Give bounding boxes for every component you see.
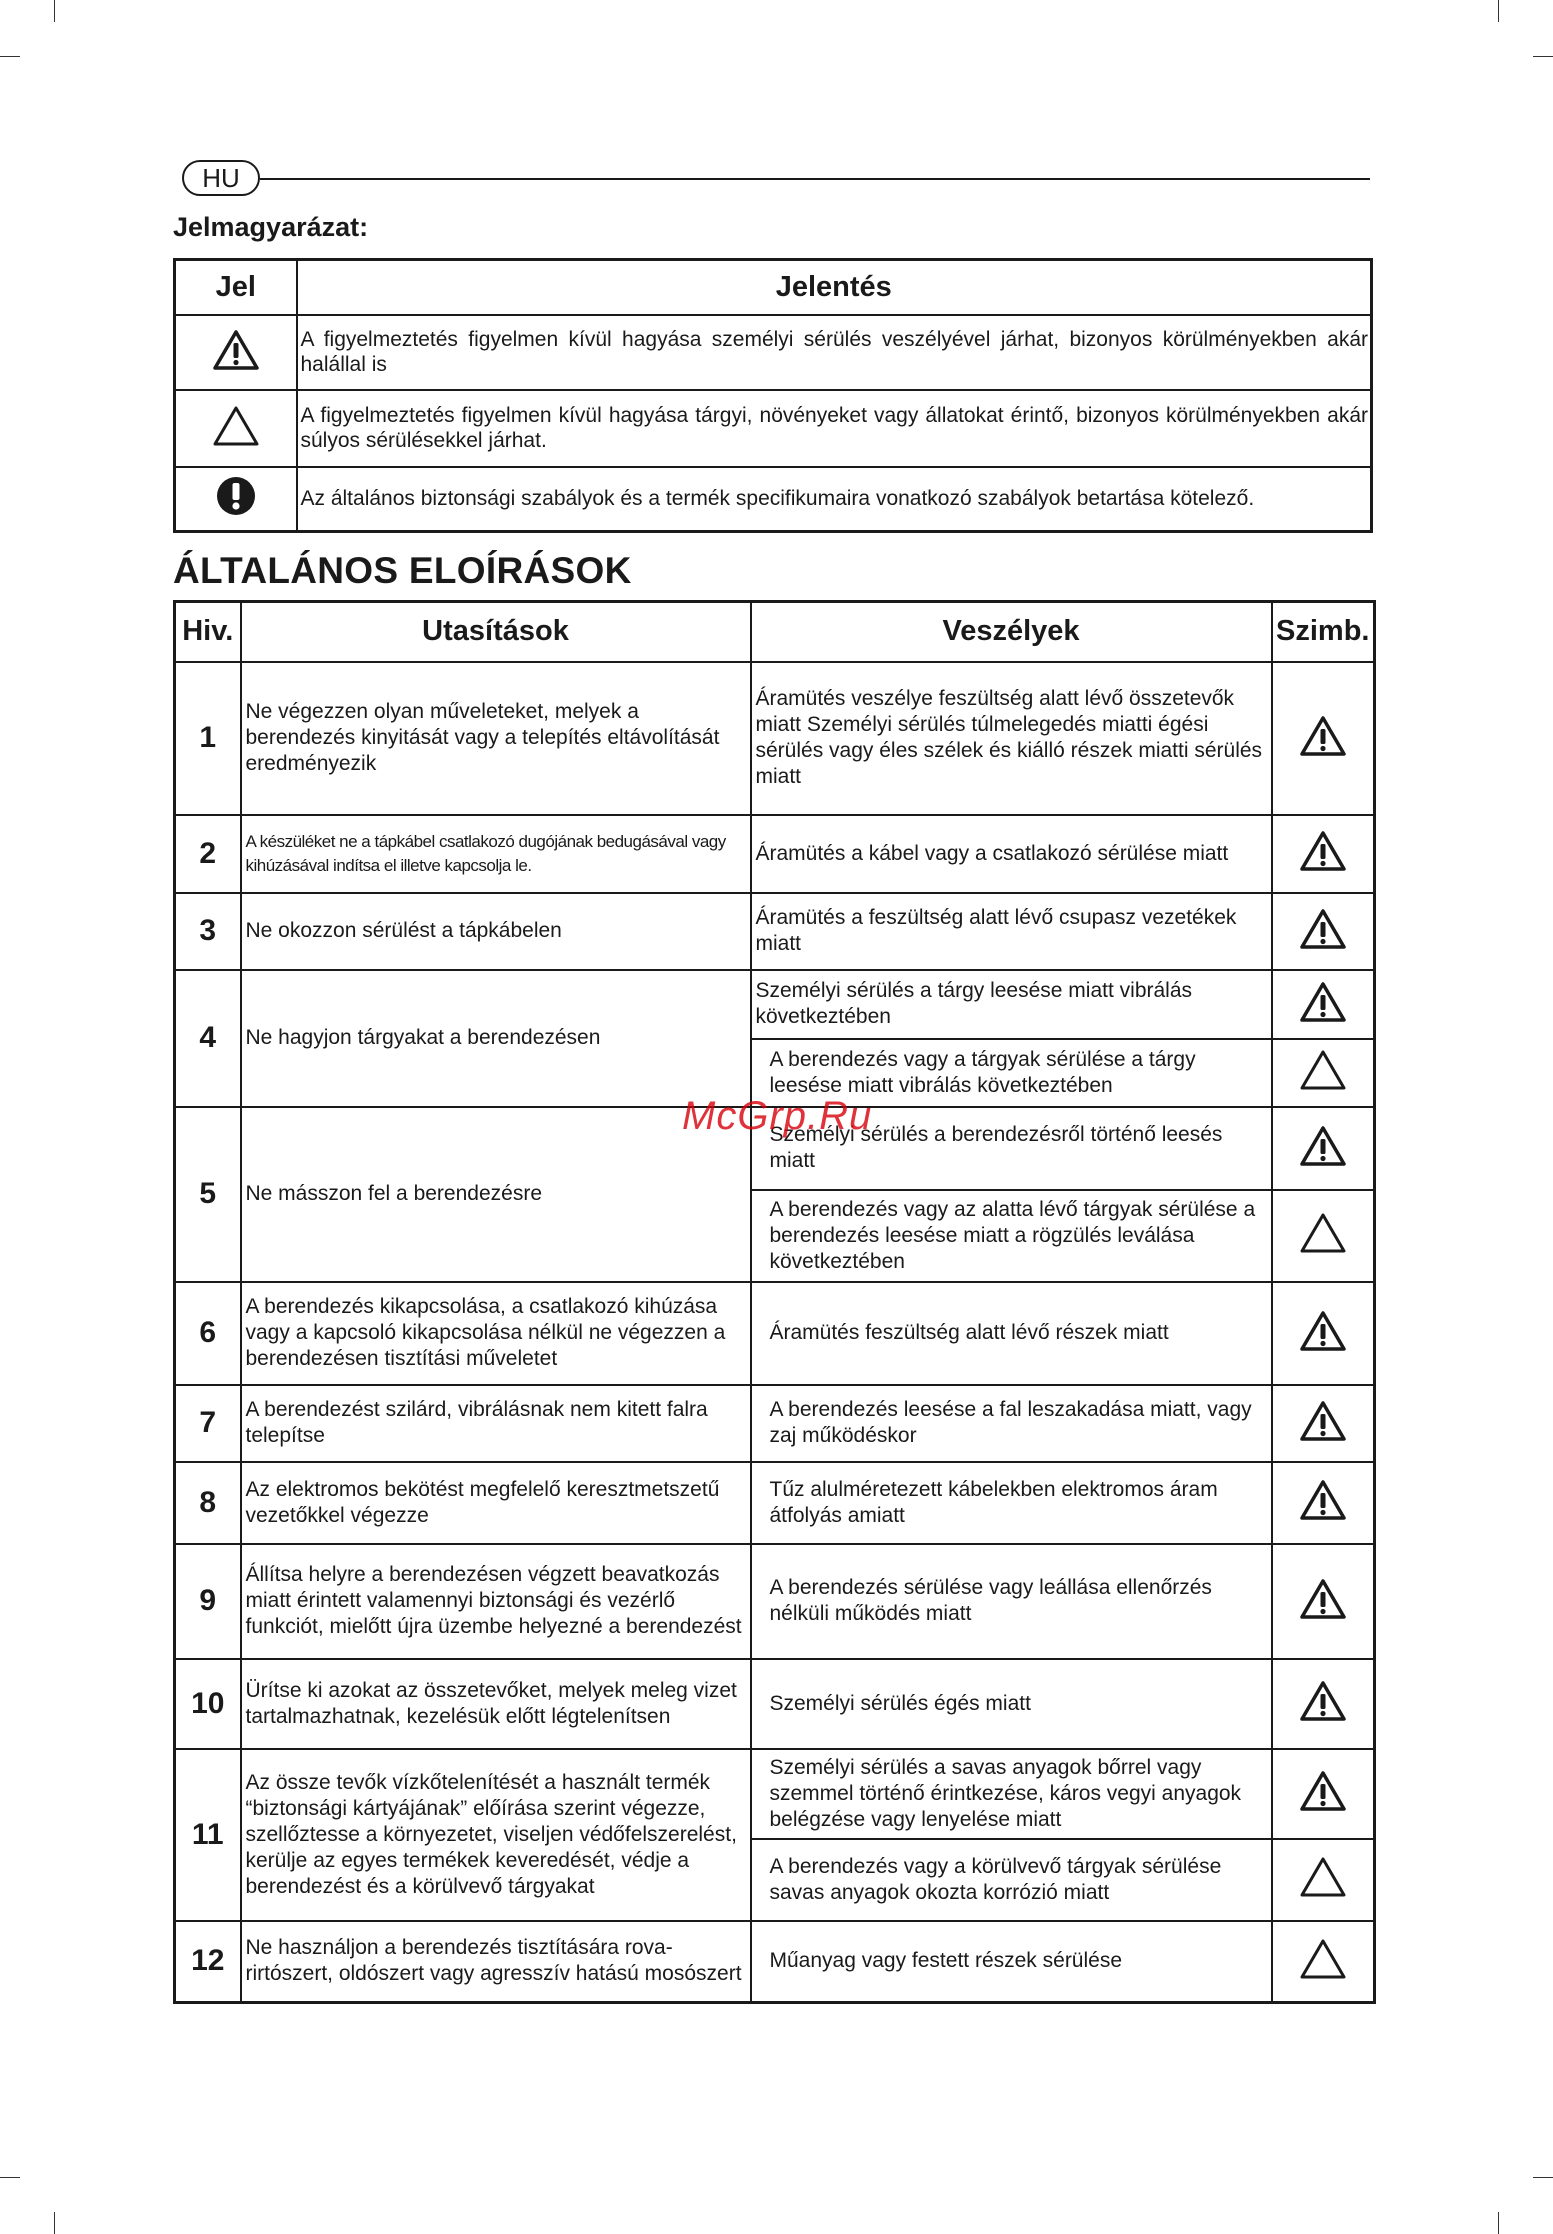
warning-danger-icon xyxy=(1299,1799,1347,1816)
rule-ref: 3 xyxy=(175,893,241,970)
rule-hazard: Személyi sérülés a savas anyagok bőrrel vagy szemmel történő érintkezése, káros vegyi anyagok belégzése vagy lenyelése miatt xyxy=(751,1749,1272,1839)
rule-ref: 5 xyxy=(175,1107,241,1282)
crop-mark xyxy=(0,56,20,57)
rule-hazard: Áramütés feszültség alatt lévő részek miatt xyxy=(751,1282,1272,1385)
rule-ref: 8 xyxy=(175,1462,241,1544)
rule-ref: 2 xyxy=(175,815,241,893)
warning-caution-icon xyxy=(1299,1078,1347,1095)
rule-symbol-cell xyxy=(1272,1462,1375,1544)
rule-instruction: Állítsa helyre a berendezésen végzett beavatkozás miatt érintett valamennyi biztonsági és vezérlő funkciót, mielőtt újra üzembe helyezné a berendezést xyxy=(241,1544,751,1659)
rule-ref: 4 xyxy=(175,970,241,1107)
warning-danger-icon xyxy=(1299,1010,1347,1027)
warning-danger-icon xyxy=(1299,1154,1347,1171)
crop-mark xyxy=(54,0,55,22)
rule-hazard: A berendezés vagy a tárgyak sérülése a tárgy leesése miatt vibrálás következtében xyxy=(751,1039,1272,1107)
legend-symbol-cell xyxy=(175,390,297,467)
crop-mark xyxy=(1533,2177,1553,2178)
warning-danger-icon xyxy=(212,358,260,375)
rule-row xyxy=(175,1659,1375,1749)
warning-danger-icon xyxy=(1299,744,1347,761)
rule-symbol-cell xyxy=(1272,662,1375,815)
rule-ref: 11 xyxy=(175,1749,241,1921)
rule-row xyxy=(175,970,1375,1039)
warning-caution-icon xyxy=(1299,1241,1347,1258)
rule-ref: 6 xyxy=(175,1282,241,1385)
rule-instruction: A berendezés kikapcsolása, a csatlakozó kihúzása vagy a kapcsoló kikapcsolása nélkül ne végezzen a berendezésen tisztítási műveletet xyxy=(241,1282,751,1385)
rule-hazard: Áramütés a kábel vagy a csatlakozó sérülése miatt xyxy=(751,815,1272,893)
rule-instruction: Ne másszon fel a berendezésre xyxy=(241,1107,751,1282)
rule-row xyxy=(175,1921,1375,2003)
rule-ref: 7 xyxy=(175,1385,241,1462)
section-title: ÁLTALÁNOS ELOÍRÁSOK xyxy=(173,550,632,591)
rule-row xyxy=(175,1749,1375,1839)
legend-title: Jelmagyarázat: xyxy=(173,212,369,242)
rule-row xyxy=(175,893,1375,970)
rule-symbol-cell xyxy=(1272,1039,1375,1107)
rule-hazard: Áramütés a feszültség alatt lévő csupasz vezetékek miatt xyxy=(751,893,1272,970)
rule-instruction: Az elektromos bekötést megfelelő keresztmetszetű vezetőkkel végezze xyxy=(241,1462,751,1544)
rule-ref: 9 xyxy=(175,1544,241,1659)
rule-symbol-cell xyxy=(1272,1749,1375,1839)
col-hazards: Veszélyek xyxy=(751,602,1272,662)
rule-symbol-cell xyxy=(1272,1839,1375,1921)
page-header xyxy=(182,160,1370,200)
rule-row xyxy=(175,662,1375,815)
legend-text: A figyelmeztetés figyelmen kívül hagyása tárgyi, növényeket vagy állatokat érintő, bizonyos körülményekben akár súlyos sérülésekkel járhat. xyxy=(297,390,1372,467)
rule-row xyxy=(175,1462,1375,1544)
legend-symbol-cell xyxy=(175,467,297,532)
rule-instruction: Ne hagyjon tárgyakat a berendezésen xyxy=(241,970,751,1107)
warning-caution-icon xyxy=(1299,1967,1347,1984)
legend-table xyxy=(173,258,1373,533)
col-symbol: Szimb. xyxy=(1272,602,1375,662)
legend-symbol-cell xyxy=(175,315,297,390)
rule-ref: 1 xyxy=(175,662,241,815)
rule-hazard: A berendezés leesése a fal leszakadása miatt, vagy zaj működéskor xyxy=(751,1385,1272,1462)
legend-text: A figyelmeztetés figyelmen kívül hagyása személyi sérülés veszélyével járhat, bizonyos körülményekben akár halállal is xyxy=(297,315,1372,390)
rule-row xyxy=(175,815,1375,893)
warning-danger-icon xyxy=(1299,859,1347,876)
rule-symbol-cell xyxy=(1272,970,1375,1039)
rule-instruction: Ne használjon a berendezés tisztítására rova-rirtószert, oldószert vagy agresszív hatású mosószert xyxy=(241,1921,751,2003)
rule-symbol-cell xyxy=(1272,1659,1375,1749)
legend-row xyxy=(175,467,1372,532)
language-badge: HU xyxy=(182,160,260,196)
col-instructions: Utasítások xyxy=(241,602,751,662)
warning-caution-icon xyxy=(212,434,260,451)
rule-symbol-cell xyxy=(1272,893,1375,970)
rules-header-row xyxy=(175,602,1375,662)
warning-caution-icon xyxy=(1299,1885,1347,1902)
crop-mark xyxy=(1498,2212,1499,2234)
warning-danger-icon xyxy=(1299,1339,1347,1356)
crop-mark xyxy=(1498,0,1499,22)
rule-hazard: Személyi sérülés a berendezésről történő leesés miatt xyxy=(751,1107,1272,1190)
rule-hazard: Áramütés veszélye feszültség alatt lévő összetevők miatt Személyi sérülés túlmelegedés miatti égési sérülés vagy éles szélek és kiálló részek miatti sérülés miatt xyxy=(751,662,1272,815)
legend-col-symbol: Jel xyxy=(175,260,297,315)
legend-header-row xyxy=(175,260,1372,315)
rule-instruction: A berendezést szilárd, vibrálásnak nem kitett falra telepítse xyxy=(241,1385,751,1462)
rule-symbol-cell xyxy=(1272,1385,1375,1462)
rule-hazard: Műanyag vagy festett részek sérülése xyxy=(751,1921,1272,2003)
warning-danger-icon xyxy=(1299,1429,1347,1446)
rule-instruction: Ürítse ki azokat az összetevőket, melyek meleg vizet tartalmazhatnak, kezelésük előtt légtelenítsen xyxy=(241,1659,751,1749)
crop-mark xyxy=(1533,56,1553,57)
rule-ref: 12 xyxy=(175,1921,241,2003)
warning-danger-icon xyxy=(1299,1508,1347,1525)
rule-symbol-cell xyxy=(1272,815,1375,893)
rule-instruction: Ne végezzen olyan műveleteket, melyek a berendezés kinyitását vagy a telepítés eltávolítását eredményezik xyxy=(241,662,751,815)
crop-mark xyxy=(0,2177,20,2178)
rule-hazard: A berendezés vagy a körülvevő tárgyak sérülése savas anyagok okozta korrózió miatt xyxy=(751,1839,1272,1921)
rule-hazard: Személyi sérülés égés miatt xyxy=(751,1659,1272,1749)
rule-hazard: A berendezés sérülése vagy leállása ellenőrzés nélküli működés miatt xyxy=(751,1544,1272,1659)
col-ref: Hiv. xyxy=(175,602,241,662)
rules-body xyxy=(175,662,1375,2003)
header-rule xyxy=(260,178,1370,180)
warning-danger-icon xyxy=(1299,937,1347,954)
rule-row xyxy=(175,1282,1375,1385)
rule-symbol-cell xyxy=(1272,1107,1375,1190)
rule-instruction: Ne okozzon sérülést a tápkábelen xyxy=(241,893,751,970)
rule-row xyxy=(175,1385,1375,1462)
rule-instruction: Az össze tevők vízkőtelenítését a használt termék “biztonsági kártyájának” előírása szerint végezze, szellőztesse a környezetet, viseljen védőfelszerelést, kerülje az egyes termékek keveredését, védje a berendezést és a körülvevő tárgyakat xyxy=(241,1749,751,1921)
legend-col-meaning: Jelentés xyxy=(297,260,1372,315)
rule-row xyxy=(175,1544,1375,1659)
rule-ref: 10 xyxy=(175,1659,241,1749)
rule-hazard: Személyi sérülés a tárgy leesése miatt vibrálás következtében xyxy=(751,970,1272,1039)
legend-row xyxy=(175,390,1372,467)
crop-mark xyxy=(54,2212,55,2234)
rule-instruction: A készüléket ne a tápkábel csatlakozó dugójának bedugásával vagy kihúzásával indítsa el illetve kapcsolja le. xyxy=(241,815,751,893)
watermark: McGrp.Ru xyxy=(682,1094,873,1138)
legend-row xyxy=(175,315,1372,390)
rule-symbol-cell xyxy=(1272,1282,1375,1385)
rules-table xyxy=(173,600,1376,2004)
rule-hazard: Tűz alulméretezett kábelekben elektromos áram átfolyás amiatt xyxy=(751,1462,1272,1544)
legend-text: Az általános biztonsági szabályok és a termék specifikumaira vonatkozó szabályok betartása kötelező. xyxy=(297,467,1372,532)
warning-danger-icon xyxy=(1299,1607,1347,1624)
warning-danger-icon xyxy=(1299,1709,1347,1726)
rule-symbol-cell xyxy=(1272,1921,1375,2003)
mandatory-exclamation-icon xyxy=(212,504,260,521)
rule-hazard: A berendezés vagy az alatta lévő tárgyak sérülése a berendezés leesése miatt a rögzülés leválása következtében xyxy=(751,1190,1272,1282)
rule-symbol-cell xyxy=(1272,1190,1375,1282)
rule-symbol-cell xyxy=(1272,1544,1375,1659)
